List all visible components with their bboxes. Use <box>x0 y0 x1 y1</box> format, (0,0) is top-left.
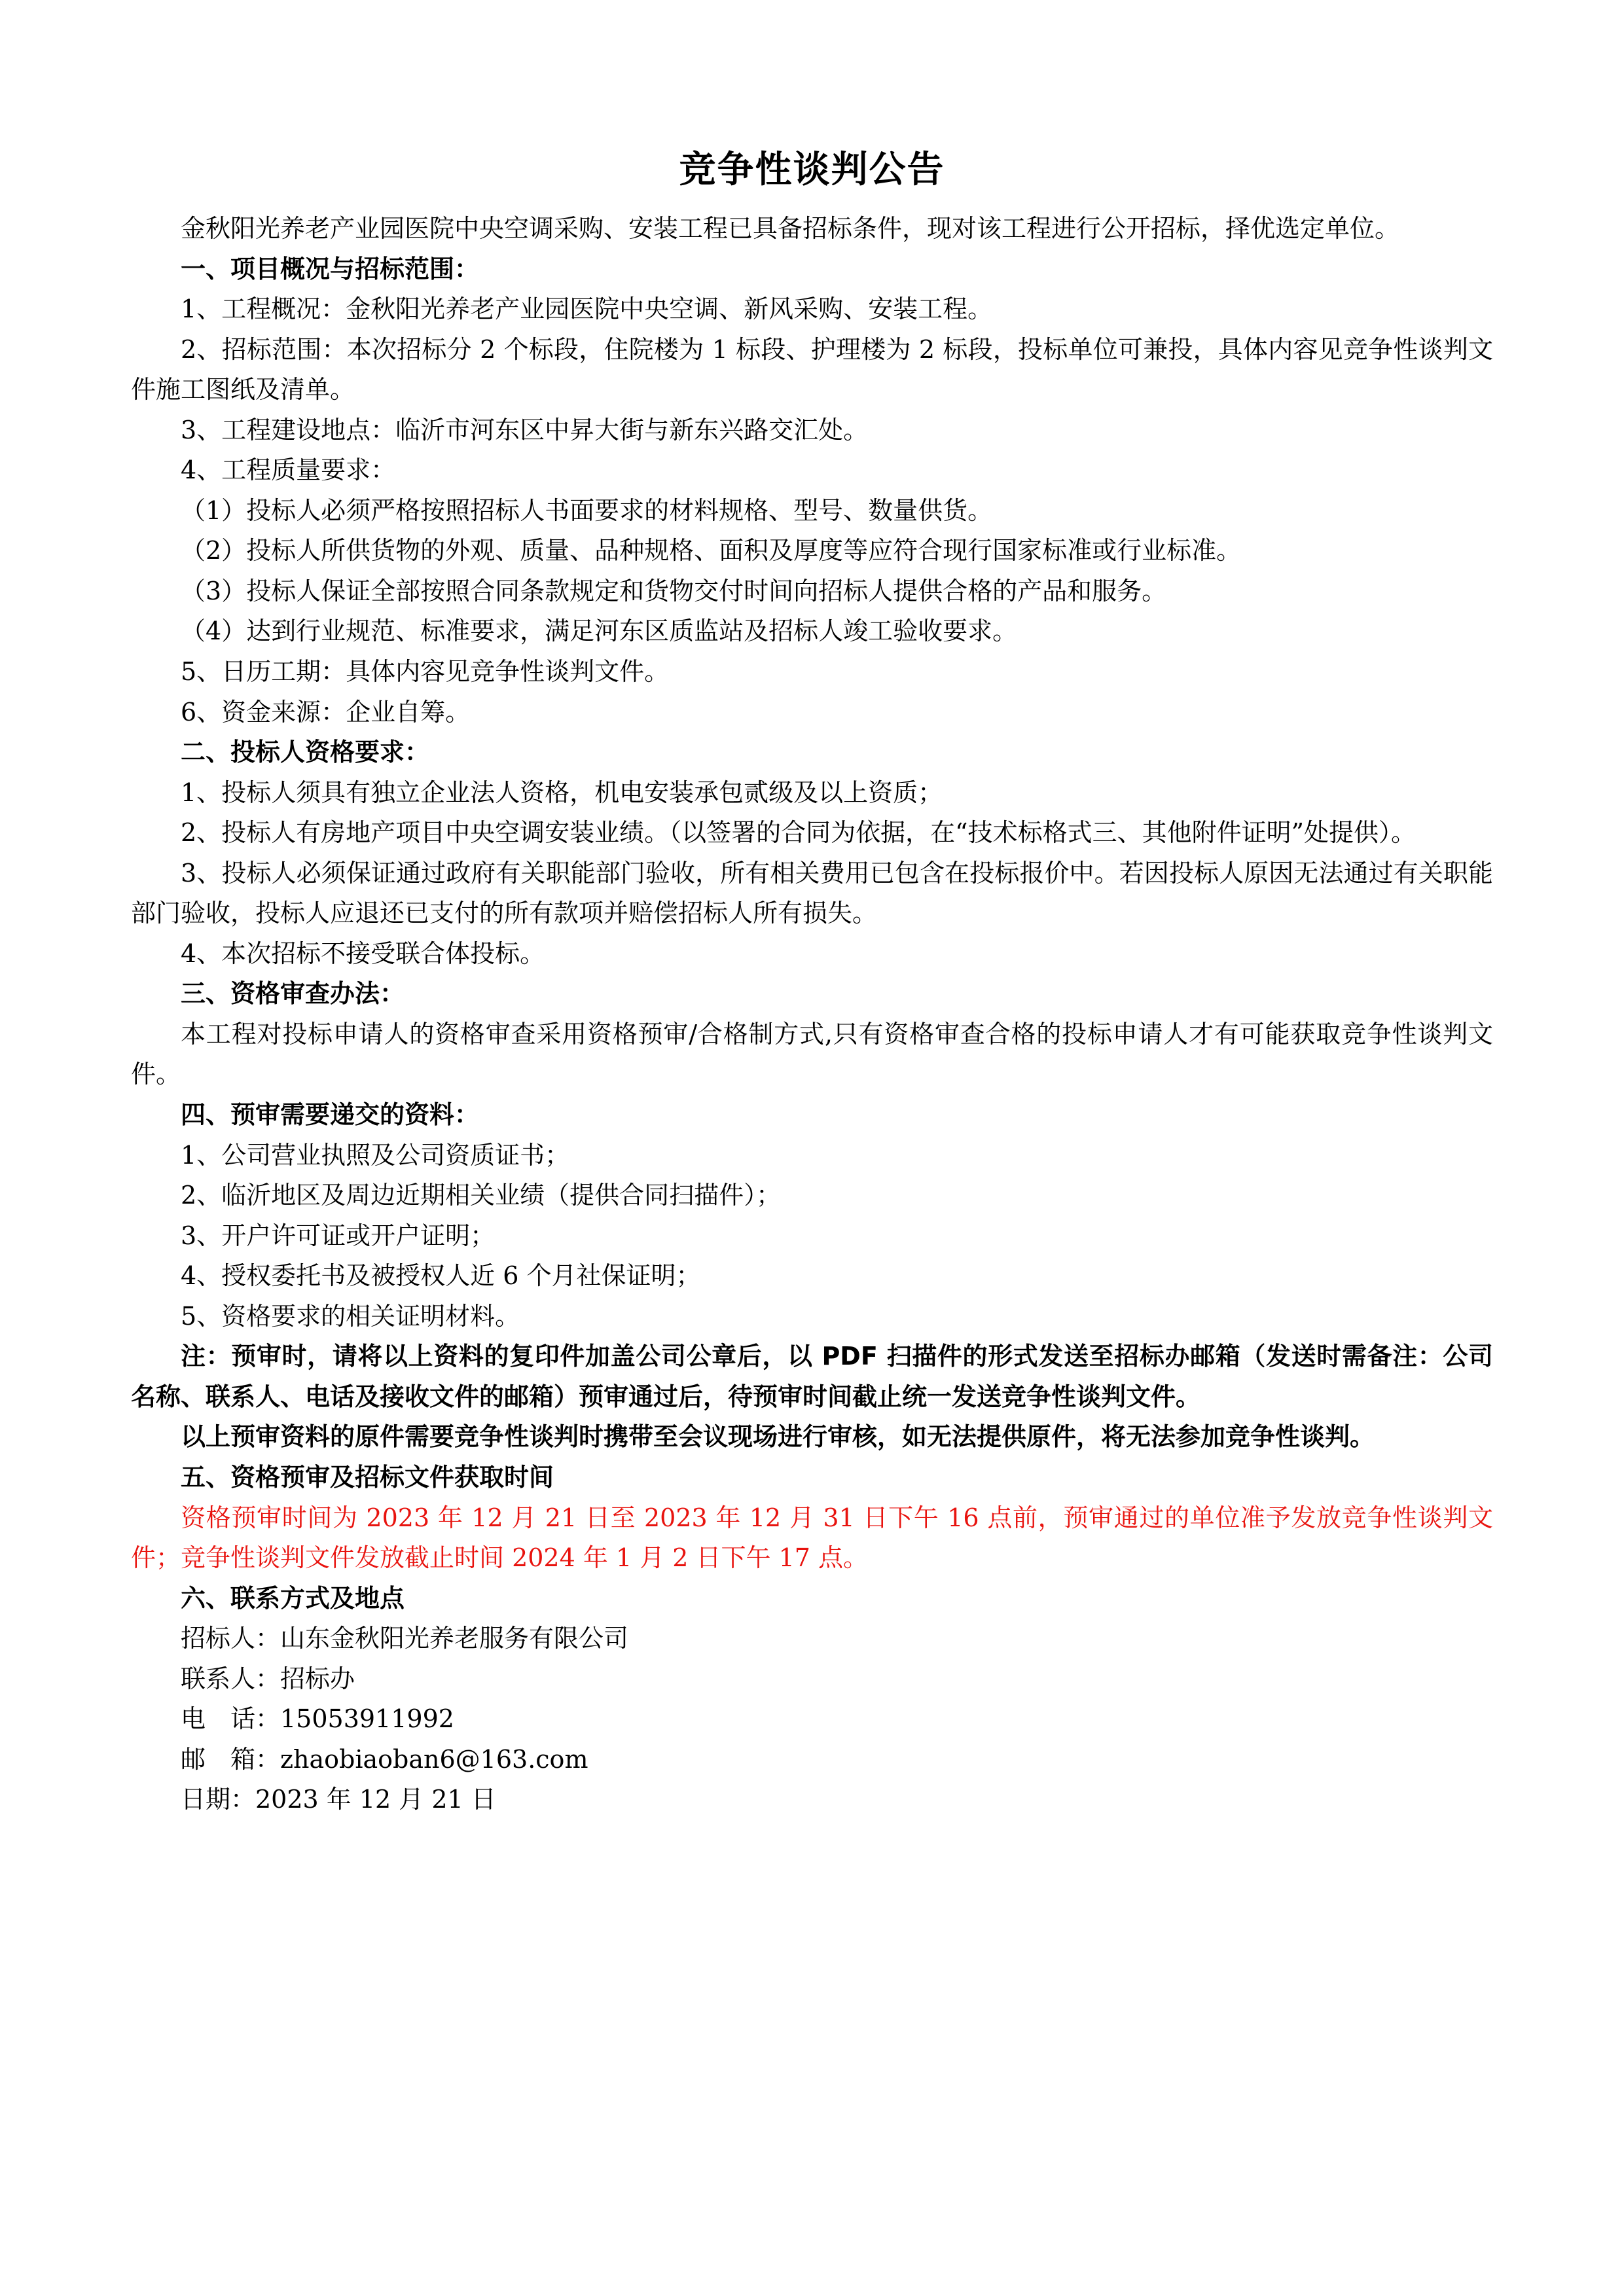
section-1-item-1: 1、工程概况：金秋阳光养老产业园医院中央空调、新风采购、安装工程。 <box>181 295 993 324</box>
section-4-item-3: 3、开户许可证或开户证明； <box>181 1221 496 1250</box>
section-2-item-1: 1、投标人须具有独立企业法人资格，机电安装承包贰级及以上资质； <box>181 778 943 807</box>
section-1-item-10: 6、资金来源：企业自筹。 <box>181 697 471 726</box>
contact-phone: 电 话：15053911992 <box>181 1704 454 1734</box>
contact-email: 邮 箱：zhaobiaoban6@163.com <box>181 1744 588 1774</box>
section-4-item-2: 2、临沂地区及周边近期相关业绩（提供合同扫描件）； <box>181 1181 782 1210</box>
section-heading-4: 四、预审需要递交的资料： <box>181 1100 480 1130</box>
section-4-item-4: 4、授权委托书及被授权人近 6 个月社保证明； <box>181 1261 701 1291</box>
section-heading-6: 六、联系方式及地点 <box>181 1583 405 1613</box>
contact-tenderer: 招标人：山东金秋阳光养老服务有限公司 <box>181 1624 629 1653</box>
intro-paragraph: 金秋阳光养老产业园医院中央空调采购、安装工程已具备招标条件，现对该工程进行公开招标，择优选定单位。 <box>181 214 1400 243</box>
section-1-item-7: （3）投标人保证全部按照合同条款规定和货物交付时间向招标人提供合格的产品和服务。 <box>181 576 1167 605</box>
note-paragraph-1: 注：预审时，请将以上资料的复印件加盖公司公章后，以 PDF 扫描件的形式发送至招标办邮箱（发送时需备注：公司名称、联系人、电话及接收文件的邮箱）预审通过后，待预审时间截止统一发送竞争性谈判文件。 <box>131 1342 1493 1411</box>
section-2-item-2: 2、投标人有房地产项目中央空调安装业绩。（以签署的合同为依据，在“技术标格式三、其他附件证明”处提供）。 <box>181 818 1416 848</box>
contact-date: 日期：2023 年 12 月 21 日 <box>181 1785 496 1814</box>
section-1-item-9: 5、日历工期：具体内容见竞争性谈判文件。 <box>181 657 670 687</box>
section-heading-5: 五、资格预审及招标文件获取时间 <box>181 1462 554 1492</box>
section-1-item-8: （4）达到行业规范、标准要求，满足河东区质监站及招标人竣工验收要求。 <box>181 617 1018 646</box>
section-heading-1: 一、项目概况与招标范围： <box>181 254 480 283</box>
section-1-item-5: （1）投标人必须严格按照招标人书面要求的材料规格、型号、数量供货。 <box>181 495 993 525</box>
section-2-item-3: 3、投标人必须保证通过政府有关职能部门验收，所有相关费用已包含在投标报价中。若因投标人原因无法通过有关职能部门验收，投标人应退还已支付的所有款项并赔偿招标人所有损失。 <box>131 858 1493 928</box>
section-4-item-1: 1、公司营业执照及公司资质证书； <box>181 1140 570 1170</box>
contact-person: 联系人：招标办 <box>181 1664 355 1693</box>
prequalification-time-text: 资格预审时间为 2023 年 12 月 21 日至 2023 年 12 月 31 日下午 16 点前，预审通过的单位准予发放竞争性谈判文件；竞争性谈判文件发放截止时间 2024 年 1 月 2 日下午 17 点。 <box>131 1503 1493 1573</box>
note-paragraph-2: 以上预审资料的原件需要竞争性谈判时携带至会议现场进行审核，如无法提供原件，将无法参加竞争性谈判。 <box>181 1422 1375 1452</box>
section-2-item-4: 4、本次招标不接受联合体投标。 <box>181 939 545 968</box>
section-1-item-2: 2、招标范围：本次招标分 2 个标段，住院楼为 1 标段、护理楼为 2 标段，投标单位可兼投，具体内容见竞争性谈判文件施工图纸及清单。 <box>131 334 1493 404</box>
section-1-item-3: 3、工程建设地点：临沂市河东区中昇大街与新东兴路交汇处。 <box>181 415 869 444</box>
section-3-item-1: 本工程对投标申请人的资格审查采用资格预审/合格制方式,只有资格审查合格的投标申请人才有可能获取竞争性谈判文件。 <box>131 1019 1493 1089</box>
section-1-item-4: 4、工程质量要求： <box>181 456 396 485</box>
section-1-item-6: （2）投标人所供货物的外观、质量、品种规格、面积及厚度等应符合现行国家标准或行业标准。 <box>181 536 1242 565</box>
section-heading-2: 二、投标人资格要求： <box>181 738 430 767</box>
page-title: 竞争性谈判公告 <box>679 149 945 191</box>
section-4-item-5: 5、资格要求的相关证明材料。 <box>181 1301 520 1331</box>
section-heading-3: 三、资格审查办法： <box>181 979 405 1009</box>
